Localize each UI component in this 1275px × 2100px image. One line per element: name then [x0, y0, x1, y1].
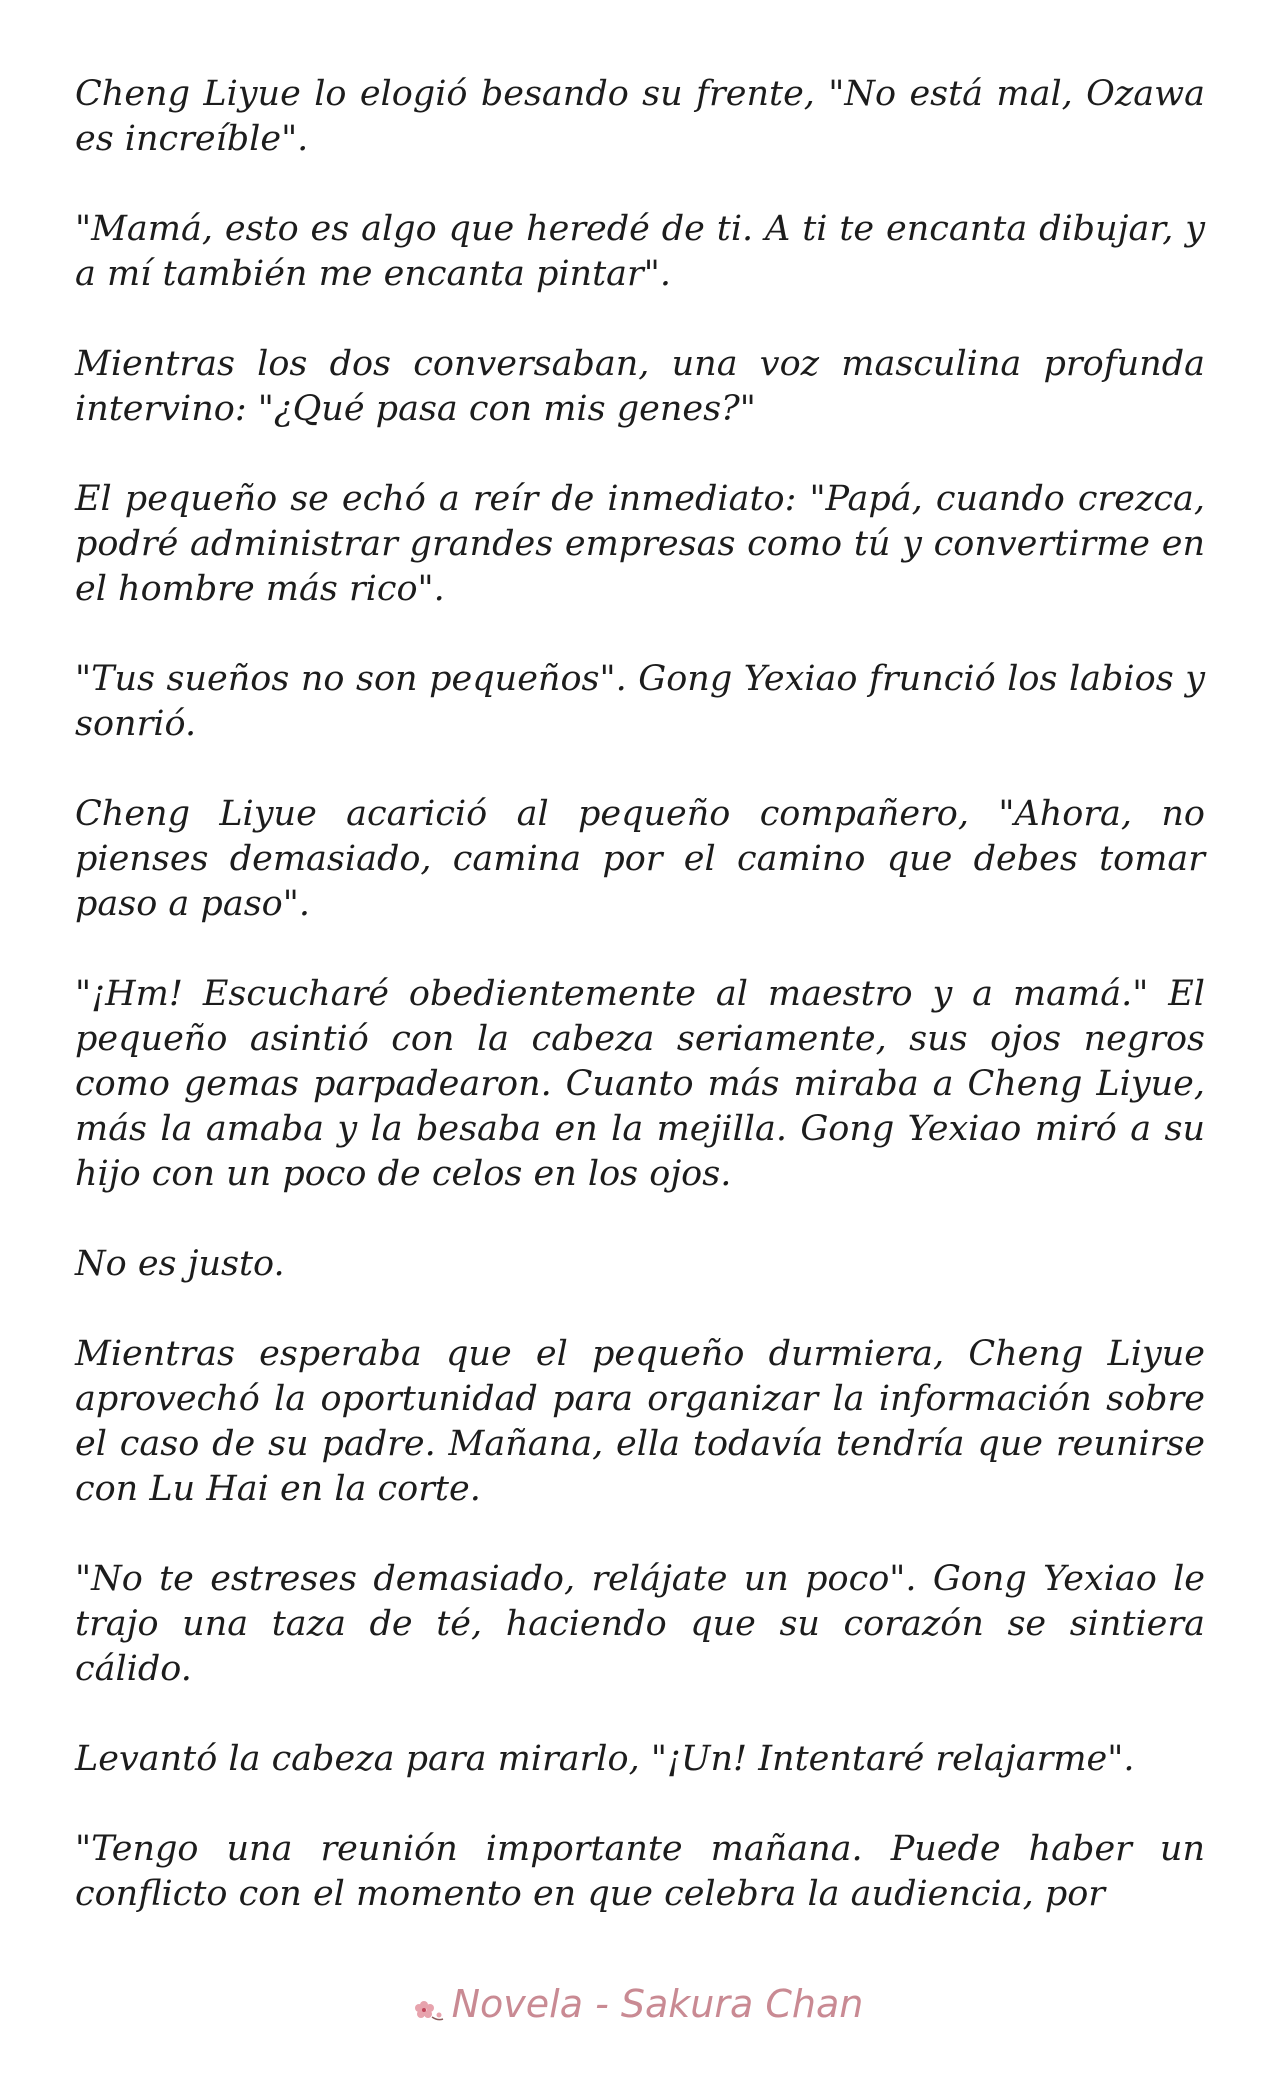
paragraph-11: Levantó la cabeza para mirarlo, "¡Un! Intentaré relajarme". — [75, 1739, 1135, 1779]
paragraph-3: Mientras los dos conversaban, una voz masculina profunda intervino: "¿Qué pasa con mis genes?" — [75, 344, 1205, 429]
paragraph-10: "No te estreses demasiado, relájate un poco". Gong Yexiao le trajo una taza de té, haciendo que su corazón se sintiera cálido. — [75, 1559, 1205, 1689]
sakura-flower-icon — [412, 1992, 446, 2022]
paragraph-12: "Tengo una reunión importante mañana. Puede haber un conflicto con el momento en que celebra la audiencia, por — [75, 1829, 1205, 1914]
paragraph-5: "Tus sueños no son pequeños". Gong Yexiao frunció los labios y sonrió. — [75, 659, 1205, 744]
paragraph-2: "Mamá, esto es algo que heredé de ti. A ti te encanta dibujar, y a mí también me encanta pintar". — [75, 209, 1205, 294]
paragraph-8: No es justo. — [75, 1244, 285, 1284]
watermark — [0, 1982, 1275, 2026]
watermark-text: Novela - Sakura Chan — [451, 1982, 864, 2026]
story-text — [75, 72, 1205, 1917]
paragraph-4: El pequeño se echó a reír de inmediato: "Papá, cuando crezca, podré administrar grandes empresas como tú y convertirme en el hombre más rico". — [75, 479, 1205, 609]
paragraph-6: Cheng Liyue acarició al pequeño compañero, "Ahora, no pienses demasiado, camina por el camino que debes tomar paso a paso". — [75, 794, 1205, 924]
paragraph-7: "¡Hm! Escucharé obedientemente al maestro y a mamá." El pequeño asintió con la cabeza seriamente, sus ojos negros como gemas parpadearon. Cuanto más miraba a Cheng Liyue, más la amaba y la besaba en la mejilla. Gong Yexiao miró a su hijo con un poco de celos en los ojos. — [75, 974, 1205, 1194]
paragraph-1: Cheng Liyue lo elogió besando su frente, "No está mal, Ozawa es increíble". — [75, 74, 1205, 159]
paragraph-9: Mientras esperaba que el pequeño durmiera, Cheng Liyue aprovechó la oportunidad para organizar la información sobre el caso de su padre. Mañana, ella todavía tendría que reunirse con Lu Hai en la corte. — [75, 1334, 1205, 1509]
